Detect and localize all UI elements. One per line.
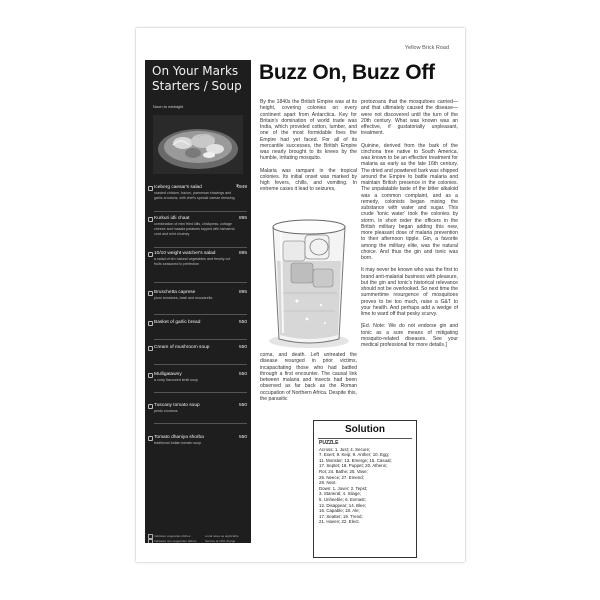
- divider: [154, 247, 247, 248]
- veg-indicator-icon: [148, 252, 153, 257]
- veg-indicator-icon: [148, 404, 153, 409]
- divider: [154, 392, 247, 393]
- gin-glass-photo: [261, 213, 358, 352]
- solution-box: [313, 420, 417, 558]
- article-column-2: [361, 99, 458, 354]
- solution-line: Across: 1. Just; 4. Secure;: [319, 446, 371, 452]
- solution-line: 28. Next.: [319, 480, 337, 486]
- menu-hours: Noon to midnight: [153, 104, 184, 109]
- running-head: Yellow Brick Road: [404, 45, 449, 51]
- article-column-1-continued: [260, 352, 357, 408]
- solution-line: 7. Exert; 8. Keip; 9. Anther; 10. Egg;: [319, 452, 390, 458]
- menu-title-line1: On Your Marks: [152, 64, 239, 78]
- solution-line: Down: 1. Jover; 2. Tepst;: [319, 485, 368, 491]
- solution-line: 26. Neece; 27. Emend;: [319, 474, 364, 480]
- paragraph: [Ed. Note: We do not endorse gin and tonic as a sure means of mitigating mosquito-related diseases. See your medical professional for more details.]: [361, 323, 458, 348]
- solution-line: 12. Disappear; 14. Blee;: [319, 502, 367, 508]
- paragraph: protozoans that the mosquitoes carried—and that ultimately caused the disease—were not discovered until the turn of the 20th century. What was known was an effective, if gustatorially unpleasant, treatment.: [361, 99, 458, 137]
- divider: [154, 339, 247, 340]
- solution-line: 17. Seatter; 19. Trend;: [319, 513, 363, 519]
- solution-line: 16. Capable; 18. Ale;: [319, 508, 360, 514]
- solution-title: Solution: [345, 424, 385, 435]
- divider: [154, 314, 247, 315]
- divider: [318, 438, 412, 439]
- divider: [154, 282, 247, 283]
- paragraph: It may never be known who was the first to brand anti-malarial business with pleasure, but the gin and tonic's historical relevance should not be overlooked. So next time the summertime resurgence of mosquitoes proves to be too much, raise a G&T to your health. And perhaps add a wedge of lime to ward off that pesky scurvy.: [361, 267, 458, 317]
- solution-line: Rot; 24. Bathe; 25. Vase;: [319, 468, 368, 474]
- paragraph: coma, and death. Left untreated the disease resurged in prior victims, incapacitating those who had battled through a first encounter. The causal link between malaria and insects had been observed as far back as the Roman occupation of Northern Africa. Despite this, the parasitic: [260, 352, 357, 402]
- article-headline: Buzz On, Buzz Off: [259, 61, 435, 84]
- veg-indicator-icon: [148, 346, 153, 351]
- veg-indicator-icon: [148, 373, 153, 378]
- divider: [154, 423, 247, 424]
- menu-title-line2: Starters / Soup: [152, 79, 242, 93]
- solution-line: 17. Septet; 18. Puppet; 20. Athens;: [319, 463, 388, 469]
- solution-body: [319, 441, 413, 525]
- paragraph: By the 1840s the British Empire was at its height, covering colonies on every continent apart from Antarctica. Key for Britain's domination of world trade was India, which provided cotton, lumber, and one of the most formidable foes the Empire had yet faced. For all of its mercantile successes, the British Empire was nearly brought to its knees by the humble, irritating mosquito.: [260, 99, 357, 162]
- paragraph: Quinine, derived from the bark of the cinchona tree native to South America, was known to be an effective treatment for malaria as early as the late 16th century. The dried and powdered bark was shipped around the Empire to battle malaria and maintain British presence in the colonies. The unpalatable taste of the bitter alkaloid was a common complaint, and as a remedy, colonists began mixing the substance with water and sugar. This crude 'tonic water' took the colonies by storm. In short order the officers in the British military began adding this new, more pleasant dose of malaria prevention to their afternoon tipple. Gin, a favorite among the military elite, was the natural choice. And thus the gin and tonic was born.: [361, 142, 458, 261]
- puzzle-heading: PUZZLE: [319, 440, 339, 446]
- veg-indicator-icon: [148, 436, 153, 441]
- paragraph: Malaria was rampant in the tropical colonies. Its initial onset was marked by high fevers, chills, and vomiting. In extreme cases it lead to seizures,: [260, 167, 357, 193]
- menu-title: [152, 64, 248, 94]
- nonveg-indicator-icon: [148, 539, 153, 543]
- veg-indicator-icon: [148, 217, 153, 222]
- solution-line: 5. Unheeble; 6. Exmast;: [319, 496, 366, 502]
- salad-photo: [153, 115, 243, 174]
- veg-indicator-icon: [148, 186, 153, 191]
- solution-line: 21. Haven; 22. Elect.: [319, 519, 360, 525]
- solution-line: 11. Monster; 13. Emerge; 15. Casual;: [319, 457, 392, 463]
- solution-line: 3. Staneral; 4. Silage;: [319, 491, 361, 497]
- article-column-1: [260, 99, 357, 199]
- veg-indicator-icon: [148, 321, 153, 326]
- divider: [154, 364, 247, 365]
- document-page: [136, 28, 465, 562]
- menu-panel: On Your Marks Starters / Soup Noon to midnight Iceberg caesar's salad ₹949 roasted chicken, bacon, parmesan shavings and garlic croutons, with chef's special caesar dressing Kurkuri idli chaat 895 combination of mini fried idlis, chickpeas, cottage cheese and masala potatoes topped with tamarind, curd and mint chutney 10/10 weight watcher's salad 895 a salad of ten natural vegetables and freshly cut fruits seasoned to perfection Bruschetta caprese 895 plum tomatoes, basil and mozzarella Basket of garlic bread 550 Cream of mushroom soup 550 Mulligatawny 550 a curry flavoured lentil soup Tuscany tomato soup 550 pesto croutons Tomato dhaniya shorba 550 traditional Indian tomato soup Indicates vegetarian dishes Local taxes as applicable Indicates non-vegetarian dishes Service at 10% charge: [145, 60, 251, 543]
- divider: [154, 211, 247, 212]
- veg-indicator-icon: [148, 291, 153, 296]
